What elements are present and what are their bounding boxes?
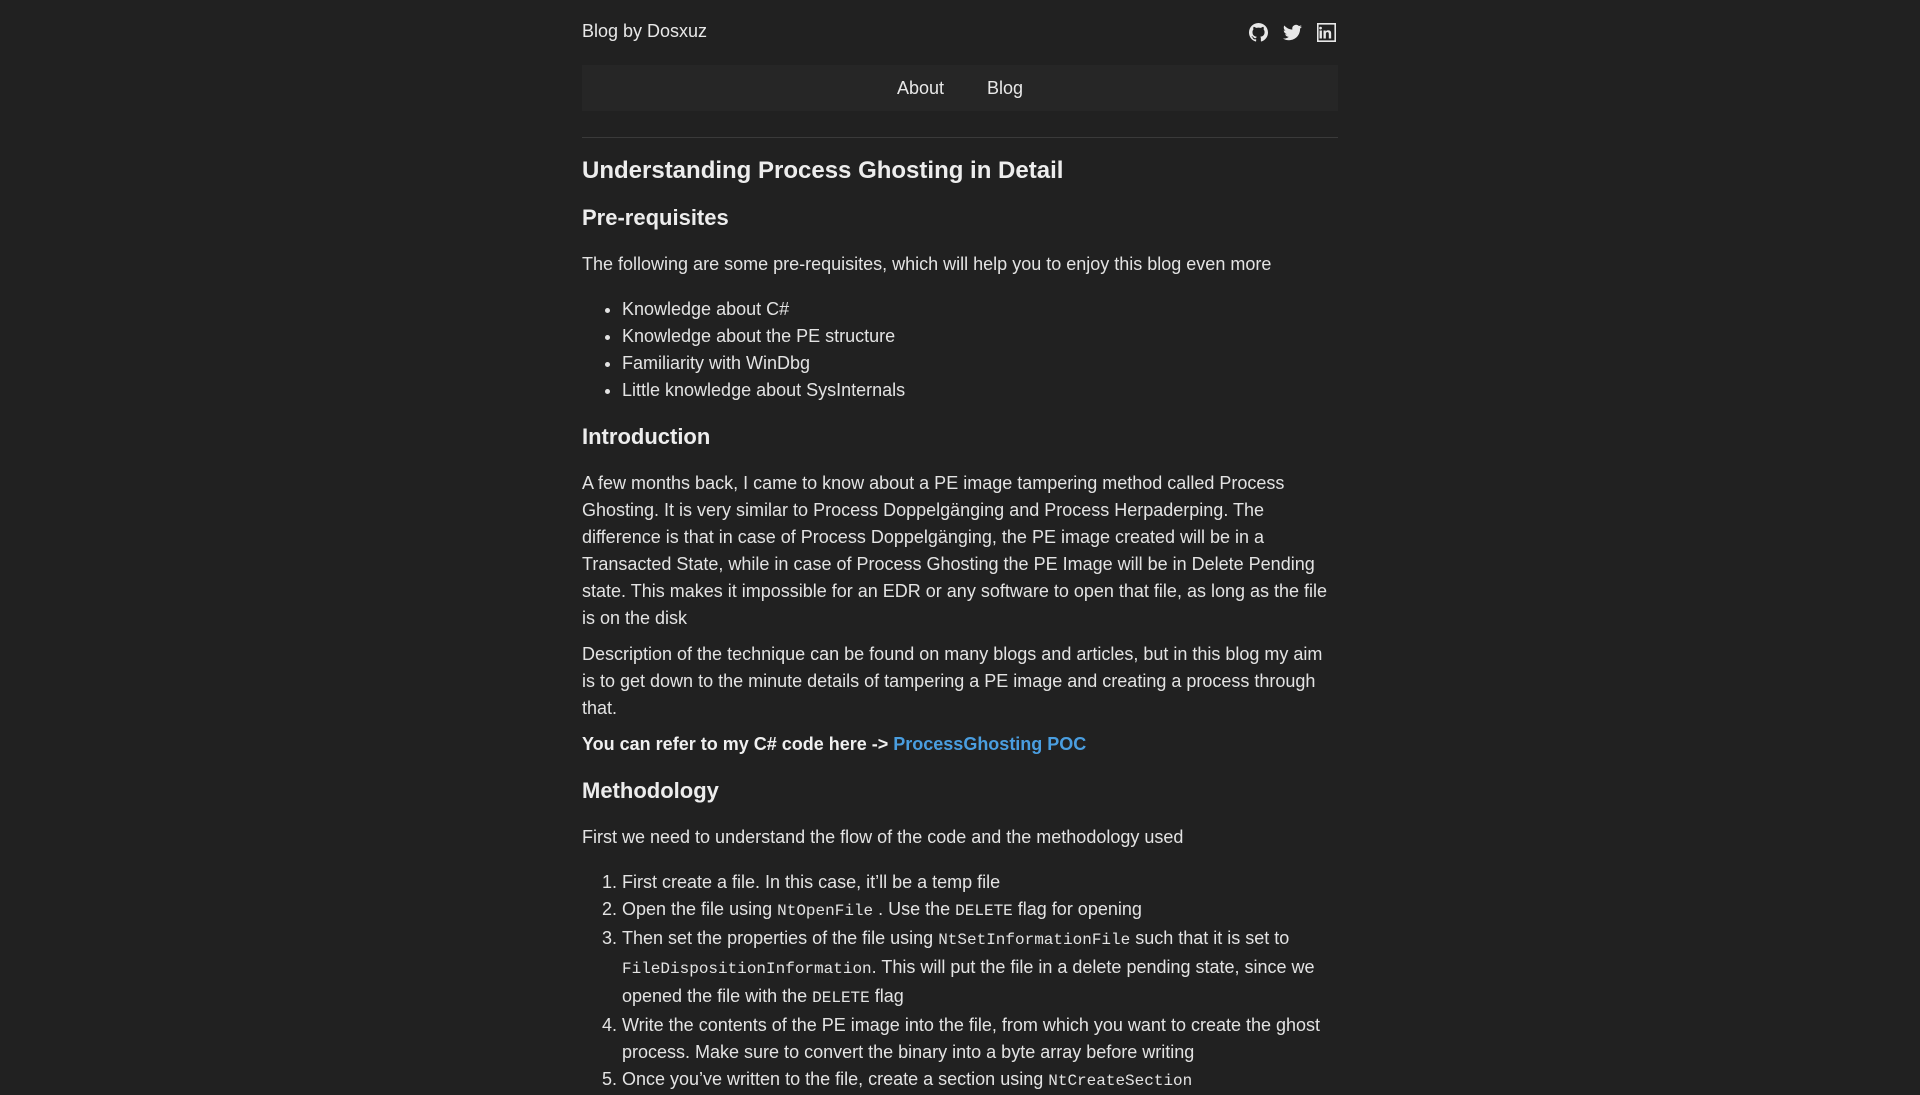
step-text: flag for opening <box>1012 899 1142 919</box>
list-item: 4. Write the contents of the PE image into the file, from which you want to create the ghost process. Make sure to convert the binary into a byte array before writing <box>622 1012 1338 1066</box>
list-item <box>622 1066 1338 1095</box>
list-item: • Little knowledge about SysInternals <box>622 377 1338 404</box>
step-text: such that it is set to <box>1130 928 1290 948</box>
nav-blog-link[interactable]: Blog <box>987 77 1024 98</box>
page <box>582 0 1338 1095</box>
social-links <box>1248 22 1336 42</box>
github-icon[interactable] <box>1248 22 1268 42</box>
code-reference-text: You can refer to my C# code here -> <box>582 734 894 754</box>
inline-code: NtOpenFile <box>777 902 874 920</box>
list-item <box>622 925 1338 1012</box>
prereq-list <box>582 296 1338 404</box>
list-item: • Knowledge about the PE structure <box>622 323 1338 350</box>
prereq-heading: Pre-requisites <box>582 205 729 230</box>
methodology-heading: Methodology <box>582 778 719 803</box>
inline-code: NtCreateSection <box>1048 1072 1193 1090</box>
twitter-icon[interactable] <box>1282 22 1302 42</box>
article <box>582 156 1338 1095</box>
inline-code: FileDispositionInformation <box>622 960 872 978</box>
inline-code: NtSetInformationFile <box>938 931 1131 949</box>
step-text: Open the file using <box>622 899 778 919</box>
step-text: . This will put the file in a delete pending state, since we opened the file with the <box>622 957 1315 1006</box>
inline-code: DELETE <box>812 989 870 1007</box>
list-item: • Familiarity with WinDbg <box>622 350 1338 377</box>
article-title: Understanding Process Ghosting in Detail <box>582 157 1064 184</box>
code-reference <box>582 731 1338 758</box>
header-divider <box>582 137 1338 138</box>
list-item: 1. First create a file. In this case, it’ll be a temp file <box>622 869 1338 896</box>
site-title[interactable]: Blog by Dosxuz <box>582 21 708 41</box>
step-text: . Use the <box>873 899 956 919</box>
top-bar <box>582 0 1338 64</box>
prereq-intro: The following are some pre-requisites, which will help you to enjoy this blog even more <box>582 254 1272 274</box>
introduction-paragraph-1: A few months back, I came to know about a PE image tampering method called Process Ghosting. It is very similar to Process Doppelgänging and Process Herpaderping. The difference is that in case of Process Doppelgänging, the PE image created will be in a Transacted State, while in case of Process Ghosting the PE Image will be in Delete Pending state. This makes it impossible for an EDR or any software to open that file, as long as the file is on the disk <box>582 473 1328 628</box>
methodology-steps <box>582 869 1338 1095</box>
methodology-intro: First we need to understand the flow of the code and the methodology used <box>582 827 1184 847</box>
linkedin-icon[interactable] <box>1316 22 1336 42</box>
step-text: Once you’ve written to the file, create a section using <box>622 1069 1049 1089</box>
step-text: flag <box>869 986 904 1006</box>
introduction-heading: Introduction <box>582 424 711 449</box>
introduction-paragraph-2: Description of the technique can be found on many blogs and articles, but in this blog my aim is to get down to the minute details of tampering a PE image and creating a process through that. <box>582 644 1323 718</box>
process-ghosting-poc-link[interactable]: ProcessGhosting POC <box>893 734 1087 754</box>
step-text: Then set the properties of the file using <box>622 928 939 948</box>
main-nav <box>582 65 1338 111</box>
nav-about-link[interactable]: About <box>896 77 944 98</box>
list-item: • Knowledge about C# <box>622 296 1338 323</box>
inline-code: DELETE <box>955 902 1013 920</box>
list-item <box>622 896 1338 925</box>
